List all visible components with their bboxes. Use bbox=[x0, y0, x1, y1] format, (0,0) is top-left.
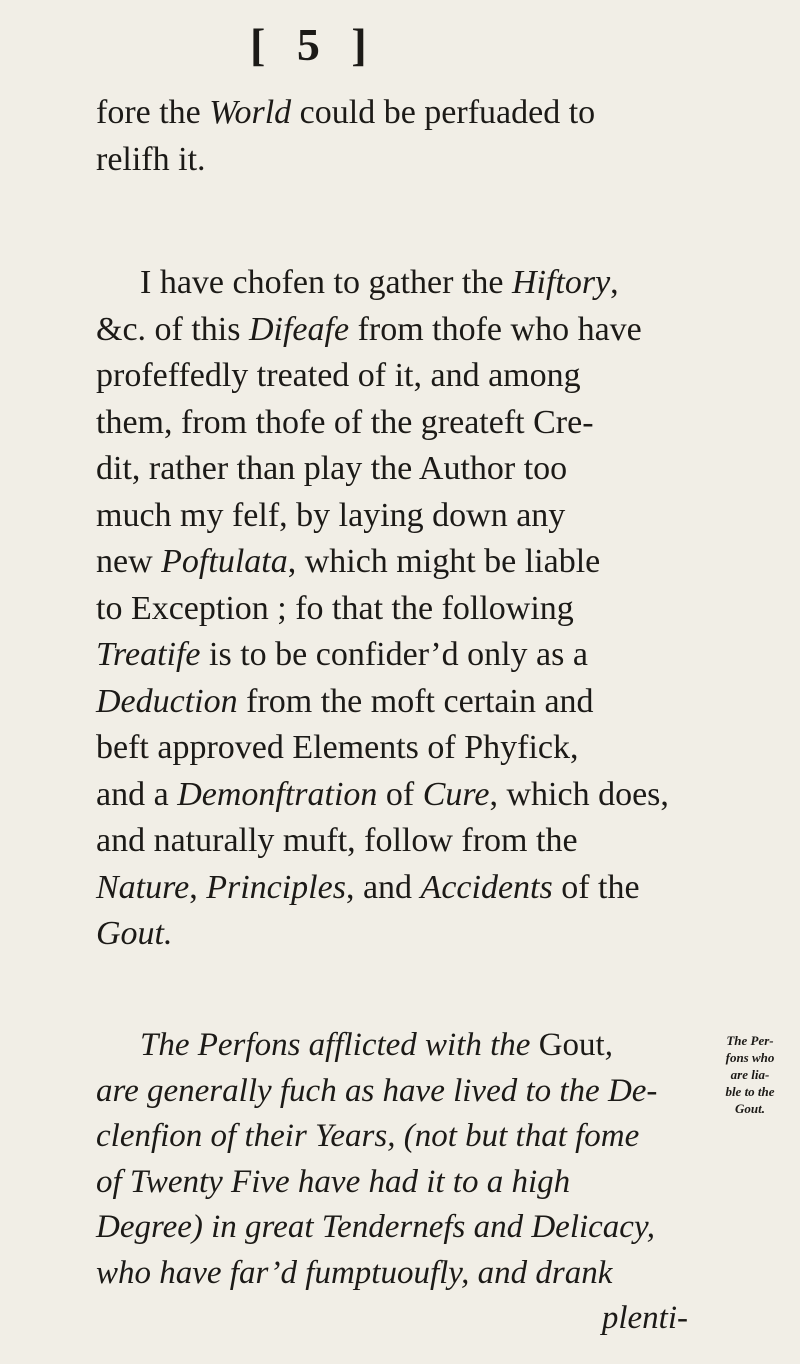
text-line: profeffedly treated of it, and among bbox=[96, 357, 581, 394]
text-line: and naturally muft, follow from the bbox=[96, 822, 578, 859]
text-line: dit, rather than play the Author too bbox=[96, 450, 568, 487]
text-line: much my felf, by laying down any bbox=[96, 496, 566, 534]
text-line: clenfion of their Years, (not but that fome bbox=[96, 1118, 640, 1154]
paragraph-persons-afflicted bbox=[96, 1023, 696, 1342]
text-line: I have chofen to gather the Hiftory, bbox=[140, 264, 619, 301]
text-line: The Perfons afflicted with the Gout, bbox=[140, 1027, 613, 1063]
text-line: &c. of this Difeafe from thofe who have bbox=[96, 310, 642, 348]
text-line: who have far’d fumptuoufly, and drank bbox=[96, 1254, 613, 1291]
catchword: plenti- bbox=[601, 1300, 688, 1336]
text-line: are generally fuch as have lived to the De- bbox=[96, 1072, 658, 1109]
paragraph-method bbox=[96, 260, 696, 958]
text-line: and a Demonftration of Cure, which does, bbox=[96, 775, 669, 813]
text-line: relifh it. bbox=[96, 140, 206, 178]
text-line: of Twenty Five have had it to a high bbox=[96, 1163, 571, 1200]
margin-note-line: are lia- bbox=[730, 1067, 770, 1082]
paragraph-continuation bbox=[96, 90, 696, 183]
margin-note-line: Gout. bbox=[735, 1101, 765, 1116]
margin-note bbox=[706, 1032, 794, 1117]
text-line: fore the World could be perfuaded to bbox=[96, 94, 596, 131]
text-line: beft approved Elements of Phyfick, bbox=[96, 729, 579, 766]
text-line: Deduction from the moft certain and bbox=[96, 682, 594, 720]
margin-note-line: ble to the bbox=[725, 1084, 775, 1099]
text-line: to Exception ; fo that the following bbox=[96, 589, 574, 627]
text-line: Nature, Principles, and Accidents of the bbox=[96, 868, 640, 906]
text-line: them, from thofe of the greateft Cre- bbox=[96, 403, 594, 441]
text-line: new Poftulata, which might be liable bbox=[96, 543, 601, 580]
text-line: Degree) in great Tendernefs and Delicacy, bbox=[96, 1209, 656, 1245]
page-number: [ 5 ] bbox=[250, 19, 377, 70]
margin-note-line: The Per- bbox=[726, 1033, 774, 1048]
text-line: Gout. bbox=[96, 915, 173, 952]
text-line: Treatife is to be confider’d only as a bbox=[96, 636, 588, 673]
margin-note-line: fons who bbox=[725, 1050, 775, 1065]
